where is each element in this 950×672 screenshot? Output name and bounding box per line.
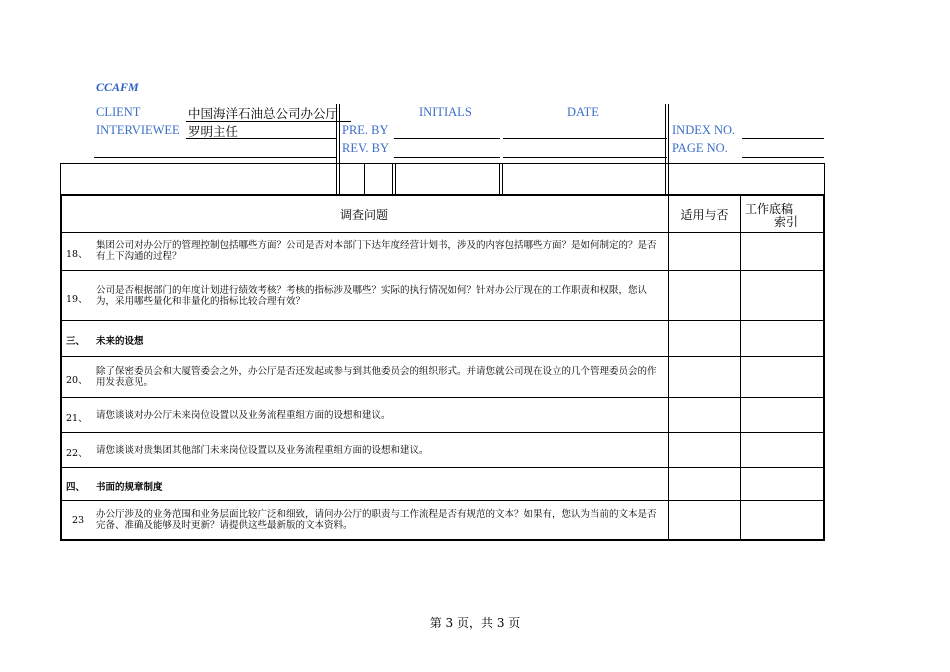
section-number: 三、 (66, 336, 86, 347)
question-text: 办公厅涉及的业务范围和业务层面比较广泛和细致，请问办公厅的职责与工作流程是否有规范的文本？如果有，您认为当前的文本是否完备、准确及能够及时更新？请提供这些最新版的文本资料。 (96, 509, 657, 531)
index-no-label: INDEX NO. (672, 123, 736, 137)
section-title: 未来的设想 (96, 336, 144, 347)
question-text: 集团公司对办公厅的管理控制包括哪些方面？公司是否对本部门下达年度经营计划书，涉及的内容包括哪些方面？是如何制定的？是否有上下沟通的过程？ (96, 240, 657, 262)
row-separator (60, 432, 824, 433)
client-label: CLIENT (96, 105, 141, 119)
column-header-applicable: 适用与否 (680, 208, 729, 222)
table-top-border (60, 194, 825, 196)
row-separator (60, 232, 824, 233)
blank-row-divider (499, 163, 500, 195)
section-number: 四、 (66, 482, 86, 493)
row-separator (60, 270, 824, 271)
header-divider (339, 104, 340, 194)
blank-row-divider (364, 163, 365, 195)
question-text: 请您谈谈对办公厅未来岗位设置以及业务流程重组方面的设想和建议。 (96, 410, 391, 421)
blank-row-top (60, 163, 824, 164)
blank-row-edge (824, 163, 825, 195)
question-number: 21、 (66, 413, 88, 424)
date-label: DATE (567, 105, 599, 119)
initials-label: INITIALS (419, 105, 472, 119)
blank-row-divider (395, 163, 396, 195)
question-number: 22、 (66, 448, 88, 459)
column-header-question: 调查问题 (339, 208, 388, 222)
row-separator (60, 397, 824, 398)
left-header-line (94, 157, 336, 158)
prep-by-label: PRE. BY (342, 123, 389, 137)
column-divider (668, 194, 669, 540)
rev-date-line (503, 157, 667, 158)
header-divider (336, 104, 337, 194)
prep-initials-line (394, 138, 500, 139)
page-footer: 第 3 页，共 3 页 (429, 616, 521, 630)
page-no-line (742, 157, 824, 158)
header-divider (665, 104, 666, 194)
question-number: 23 (72, 515, 85, 526)
question-number: 19、 (66, 294, 88, 305)
blank-row-divider (392, 163, 393, 195)
row-separator (60, 320, 824, 321)
table-right-border (823, 194, 825, 541)
question-number: 18、 (66, 249, 88, 260)
table-bottom-border (60, 539, 825, 541)
client-value: 中国海洋石油总公司办公厅 (188, 106, 339, 121)
table-left-border (60, 194, 62, 541)
question-number: 20、 (66, 375, 88, 386)
blank-row-edge (60, 163, 61, 195)
brand-logo: CCAFM (96, 80, 139, 94)
page-no-label: PAGE NO. (672, 141, 728, 155)
column-header-ref-line2: 索引 (774, 215, 799, 229)
row-separator (60, 356, 824, 357)
section-title: 书面的规章制度 (96, 482, 163, 493)
column-divider (740, 194, 741, 540)
rev-initials-line (394, 157, 500, 158)
interviewee-label: INTERVIEWEE (96, 123, 180, 137)
client-underline (186, 121, 351, 122)
rev-by-label: REV. BY (342, 141, 390, 155)
index-no-line (742, 138, 824, 139)
question-text: 请您谈谈对贵集团其他部门未来岗位设置以及业务流程重组方面的设想和建议。 (96, 445, 429, 456)
question-text: 除了保密委员会和大厦管委会之外，办公厅是否还发起或参与到其他委员会的组织形式。并请您就公司现在设立的几个管理委员会的作用发表意见。 (96, 366, 657, 388)
row-separator (60, 467, 824, 468)
column-header-ref-line1: 工作底稿 (745, 202, 794, 216)
blank-row-divider (502, 163, 503, 195)
row-separator (60, 500, 824, 501)
interviewee-value: 罗明主任 (188, 124, 239, 139)
header-divider (668, 104, 669, 194)
interviewee-underline (186, 138, 336, 139)
question-text: 公司是否根据部门的年度计划进行绩效考核？考核的指标涉及哪些？实际的执行情况如何？针对办公厅现在的工作职责和权限，您认为，采用哪些量化和非量化的指标比较合理有效？ (96, 285, 648, 307)
prep-date-line (503, 138, 667, 139)
